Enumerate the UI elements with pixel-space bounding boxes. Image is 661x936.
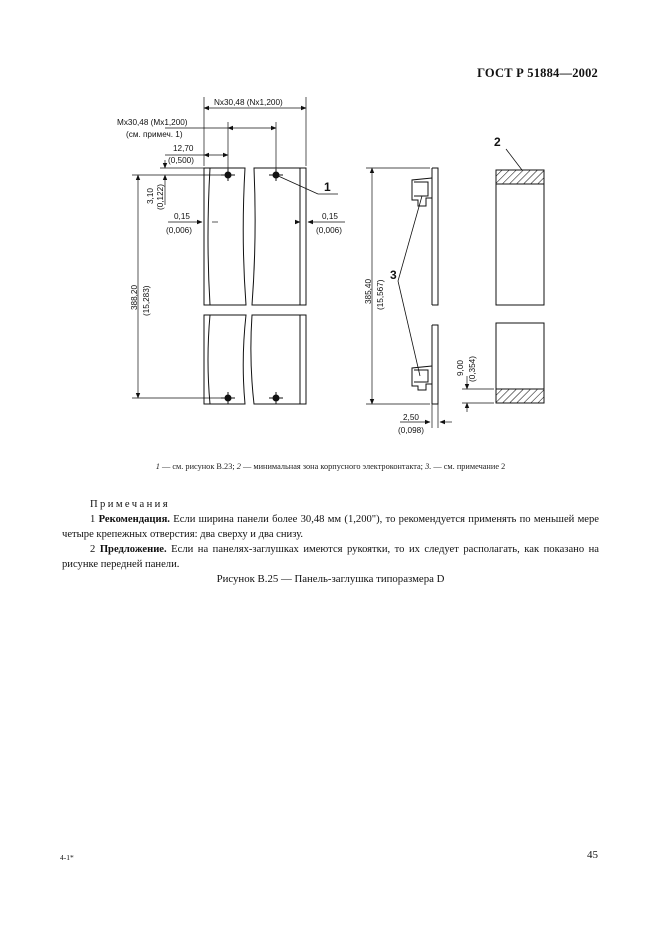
left-panel-lower bbox=[204, 315, 246, 404]
note-2-number: 2 bbox=[90, 544, 100, 555]
dim-15-283: (15,283) bbox=[142, 285, 151, 316]
note-2 bbox=[62, 542, 599, 572]
dim-0-354: (0,354) bbox=[468, 356, 477, 382]
legend-text-2: — минимальная зона корпусного электроконтакта; bbox=[240, 462, 426, 471]
dim-12-70: 12,70 bbox=[173, 144, 194, 153]
front-view-upper bbox=[496, 170, 544, 305]
dim-385-40: 385,40 bbox=[364, 278, 373, 304]
dim-9-00: 9,00 bbox=[456, 360, 465, 376]
note-1-text: Если ширина панели более 30,48 мм (1,200"), то рекомендуется применять по меньшей мере четыре крепежных отверстия: два сверху и два снизу. bbox=[62, 514, 600, 540]
legend-num-2: 2 bbox=[236, 462, 241, 471]
note-2-label: Предложение. bbox=[99, 544, 167, 555]
legend-num-3: 3. bbox=[425, 462, 432, 471]
dim-nx-label: Nx30,48 (Nx1,200) bbox=[214, 98, 283, 107]
dim-mx-label: Mx30,48 (Mx1,200) bbox=[117, 118, 188, 127]
standard-designation: ГОСТ Р 51884—2002 bbox=[477, 66, 598, 80]
right-panel-upper bbox=[252, 168, 306, 305]
dim-0-006-right: (0,006) bbox=[316, 226, 342, 235]
figure-caption: Рисунок В.25 — Панель-заглушка типоразмера D bbox=[216, 573, 445, 585]
dim-mx-note: (см. примеч. 1) bbox=[126, 130, 183, 139]
side-view-upper bbox=[432, 168, 438, 305]
dim-15-567: (15,567) bbox=[376, 279, 385, 310]
right-panel-lower bbox=[251, 315, 306, 404]
dim-0-15-left: 0,15 bbox=[174, 212, 190, 221]
left-panel-upper bbox=[204, 168, 246, 305]
dim-0-122: (0,122) bbox=[156, 184, 165, 210]
callout-2: 2 bbox=[494, 135, 501, 149]
technical-drawing bbox=[0, 0, 661, 460]
note-1 bbox=[62, 512, 599, 542]
legend-text-3: — см. примечание 2 bbox=[431, 462, 506, 471]
callout-1: 1 bbox=[324, 180, 331, 194]
legend-num-1: 1 bbox=[155, 462, 160, 471]
dim-2-50: 2,50 bbox=[403, 413, 419, 422]
dim-3-10: 3,10 bbox=[146, 188, 155, 204]
note-1-label: Рекомендация. bbox=[98, 514, 170, 525]
callout-3: 3 bbox=[390, 268, 397, 282]
page-number: 45 bbox=[587, 849, 598, 861]
footer-mark: 4-1* bbox=[60, 853, 74, 862]
notes-section bbox=[62, 497, 599, 572]
dim-0-500: (0,500) bbox=[168, 156, 194, 165]
note-2-text: Если на панелях-заглушках имеются рукоятки, то их следует располагать, как показано на рисунке передней панели. bbox=[62, 544, 599, 570]
side-view-lower bbox=[432, 325, 438, 404]
figure-legend bbox=[0, 462, 661, 471]
dim-388-20: 388,20 bbox=[130, 284, 139, 310]
dim-0-15-right: 0,15 bbox=[322, 212, 338, 221]
notes-title: Примечания bbox=[90, 499, 170, 510]
note-1-number: 1 bbox=[90, 514, 99, 525]
dim-0-006-left: (0,006) bbox=[166, 226, 192, 235]
legend-text-1: — см. рисунок В.23; bbox=[159, 462, 237, 471]
dim-0-098: (0,098) bbox=[398, 426, 424, 435]
